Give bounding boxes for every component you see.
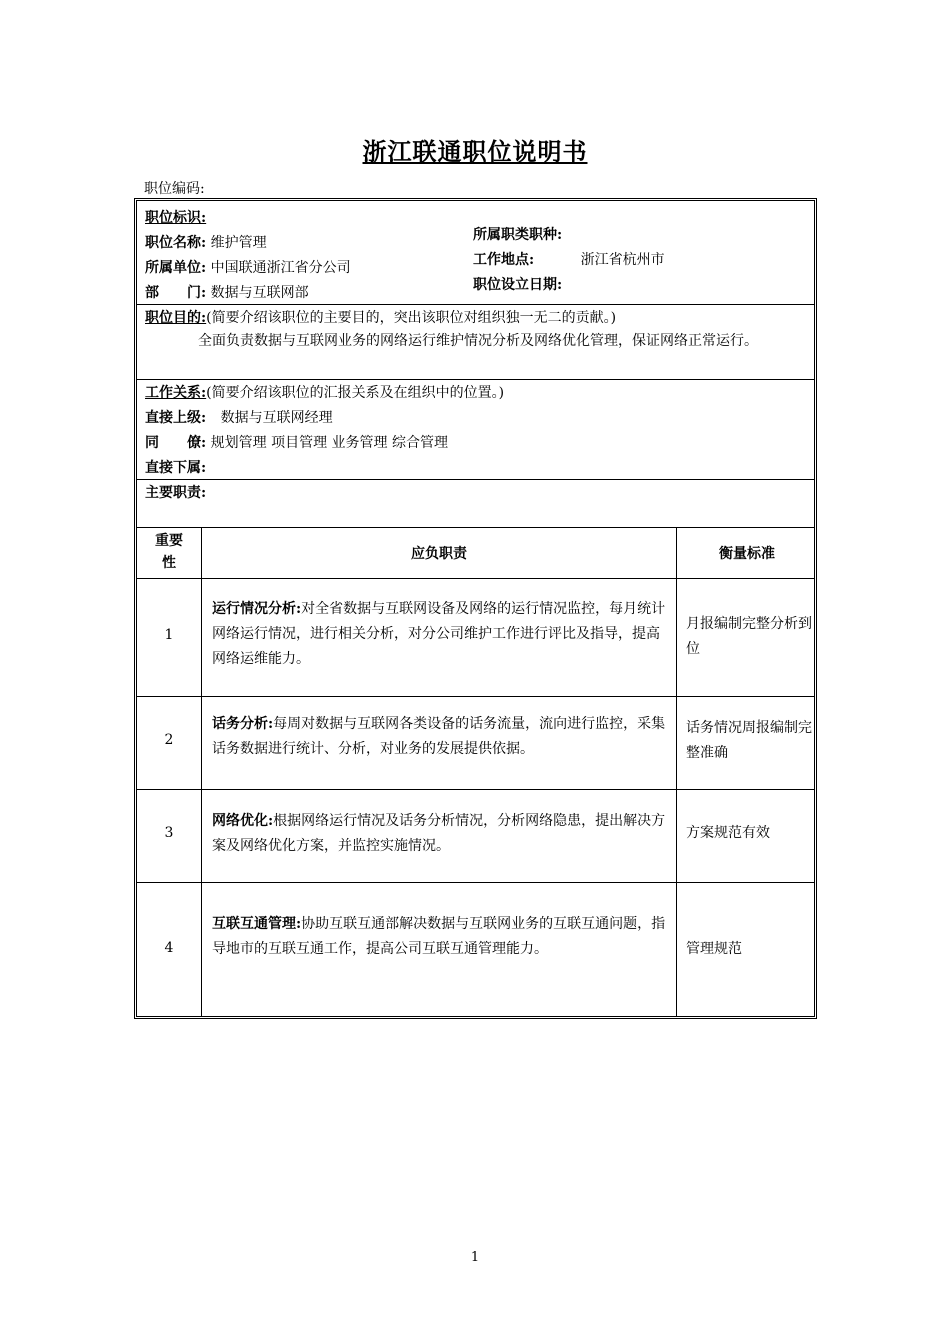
relations-heading: 工作关系: [145, 385, 207, 401]
position-code-label: 职位编码: [144, 181, 205, 197]
department-label: 部 门: [145, 285, 207, 301]
duty-text [212, 912, 670, 962]
col-duty: 应负职责 [411, 546, 467, 562]
col-importance: 重要性 [155, 533, 183, 571]
standard-text: 管理规范 [686, 941, 742, 957]
duties-heading-section [137, 479, 814, 528]
identity-heading: 职位标识: [145, 210, 207, 226]
duty-description: 对全省数据与互联网设备及网络的运行情况监控，每月统计网络运行情况，进行相关分析，对分公司维护工作进行评比及指导，提高网络运维能力。 [212, 601, 666, 667]
position-name-row [145, 232, 267, 252]
row-number: 3 [164, 825, 174, 841]
purpose-hint: (简要介绍该职位的主要目的，突出该职位对组织独一无二的贡献。) [206, 310, 617, 326]
location-value: 浙江省杭州市 [580, 252, 665, 268]
duty-title: 话务分析: [212, 716, 274, 732]
duty-description: 协助互联互通部解决数据与互联网业务的互联互通问题，指导地市的互联互通工作，提高公司互联互通管理能力。 [212, 916, 666, 957]
position-name-label: 职位名称: [145, 235, 207, 251]
duty-text [212, 712, 670, 762]
superior-row [145, 407, 333, 427]
peer-row [145, 432, 448, 452]
row-number: 4 [164, 940, 174, 956]
category-label: 所属职类职种: [473, 227, 563, 243]
purpose-text: 全面负责数据与互联网业务的网络运行维护情况分析及网络优化管理，保证网络正常运行。 [198, 333, 758, 349]
setup-date-label: 职位设立日期: [473, 277, 563, 293]
position-name-value: 维护管理 [210, 235, 267, 251]
page-number: 1 [470, 1250, 480, 1265]
standard-text: 话务情况周报编制完整准确 [686, 720, 812, 761]
superior-value: 数据与互联网经理 [220, 410, 333, 426]
peer-label: 同 僚: [145, 435, 207, 451]
col-standard: 衡量标准 [719, 546, 775, 562]
page-title: 浙江联通职位说明书 [362, 137, 588, 166]
unit-row [145, 257, 351, 277]
duties-heading: 主要职责: [145, 485, 207, 501]
duty-title: 互联互通管理: [212, 916, 302, 932]
department-row [145, 282, 309, 302]
row-number: 2 [164, 732, 174, 748]
duties-table-header [137, 527, 814, 579]
location-label: 工作地点: [473, 252, 535, 268]
duty-description: 每周对数据与互联网各类设备的话务流量，流向进行监控，采集话务数据进行统计、分析，对业务的发展提供依据。 [212, 716, 666, 757]
unit-value: 中国联通浙江省分公司 [210, 260, 351, 276]
duty-title: 运行情况分析: [212, 601, 302, 617]
unit-label: 所属单位: [145, 260, 207, 276]
subordinate-label: 直接下属: [145, 460, 207, 476]
table-row [137, 696, 814, 790]
duty-description: 根据网络运行情况及话务分析情况，分析网络隐患，提出解决方案及网络优化方案，并监控实施情况。 [212, 813, 666, 854]
purpose-section [137, 304, 814, 380]
identity-section [137, 201, 814, 305]
purpose-heading-row [145, 307, 616, 327]
row-number: 1 [164, 627, 174, 643]
relations-heading-row [145, 382, 504, 402]
table-row [137, 578, 814, 697]
relations-section [137, 379, 814, 480]
job-description-table [134, 198, 817, 1019]
standard-text: 月报编制完整分析到位 [686, 616, 812, 657]
relations-hint: (简要介绍该职位的汇报关系及在组织中的位置。) [206, 385, 505, 401]
standard-text: 方案规范有效 [686, 825, 770, 841]
purpose-heading: 职位目的: [145, 310, 207, 326]
table-row [137, 882, 814, 1016]
superior-label: 直接上级: [145, 410, 207, 426]
duty-text [212, 809, 670, 859]
table-row [137, 789, 814, 883]
duty-text [212, 597, 670, 672]
location-row [473, 249, 665, 269]
duty-title: 网络优化: [212, 813, 274, 829]
peer-value: 规划管理 项目管理 业务管理 综合管理 [210, 435, 448, 451]
department-value: 数据与互联网部 [210, 285, 309, 301]
